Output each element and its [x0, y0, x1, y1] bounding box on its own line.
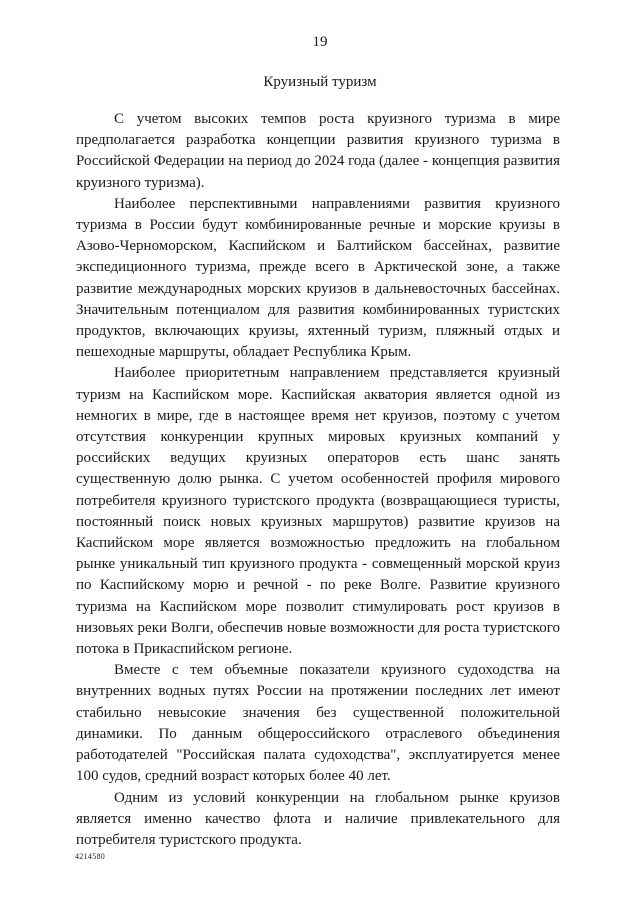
- document-id: 4214580: [75, 852, 106, 861]
- body-text: [76, 109, 560, 851]
- page-number: 19: [312, 34, 328, 50]
- paragraph: С учетом высоких темпов роста круизного туризма в мире предполагается разработка концепции развития круизного туризма в Российской Федерации на период до 2024 года (далее - концепция развития круизного туризма).: [76, 111, 560, 191]
- paragraph: Вместе с тем объемные показатели круизного судоходства на внутренних водных путях России на протяжении последних лет имеют стабильно невысокие значения без существенной положительной динамики. По данным общероссийского отраслевого объединения работодателей "Российская палата судоходства", эксплуатируется менее 100 судов, средний возраст которых более 40 лет.: [76, 662, 560, 785]
- paragraph: Одним из условий конкуренции на глобальном рынке круизов является именно качество флота и наличие привлекательного для потребителя туристского продукта.: [76, 789, 560, 848]
- section-title: Круизный туризм: [263, 74, 377, 90]
- paragraph: Наиболее перспективными направлениями развития круизного туризма в России будут комбинированные речные и морские круизы в Азово-Черноморском, Каспийском и Балтийском бассейнах, развитие экспедиционного туризма, прежде всего в Арктической зоне, а также развитие международных морских круизов в дальневосточных бассейнах. Значительным потенциалом для развития комбинированных туристских продуктов, включающих круизы, яхтенный туризм, пляжный отдых и пешеходные маршруты, обладает Республика Крым.: [76, 195, 560, 361]
- paragraph: Наиболее приоритетным направлением представляется круизный туризм на Каспийском море. Каспийская акватория является одной из немногих в мире, где в настоящее время нет круизов, поэтому с учетом отсутствия конкуренции крупных мировых круизных компаний у российских ведущих круизных операторов есть шанс занять существенную долю рынка. С учетом особенностей профиля мирового потребителя круизного туристского продукта (возвращающиеся туристы, постоянный поиск новых круизных маршрутов) развитие круизов на Каспийском море является возможностью предложить на глобальном рынке уникальный тип круизного продукта - совмещенный морской круиз по Каспийскому морю и речной - по реке Волге. Развитие круизного туризма на Каспийском море позволит стимулировать рост круизов в низовьях реки Волги, обеспечив новые возможности для роста туристского потока в Прикаспийском регионе.: [76, 365, 560, 658]
